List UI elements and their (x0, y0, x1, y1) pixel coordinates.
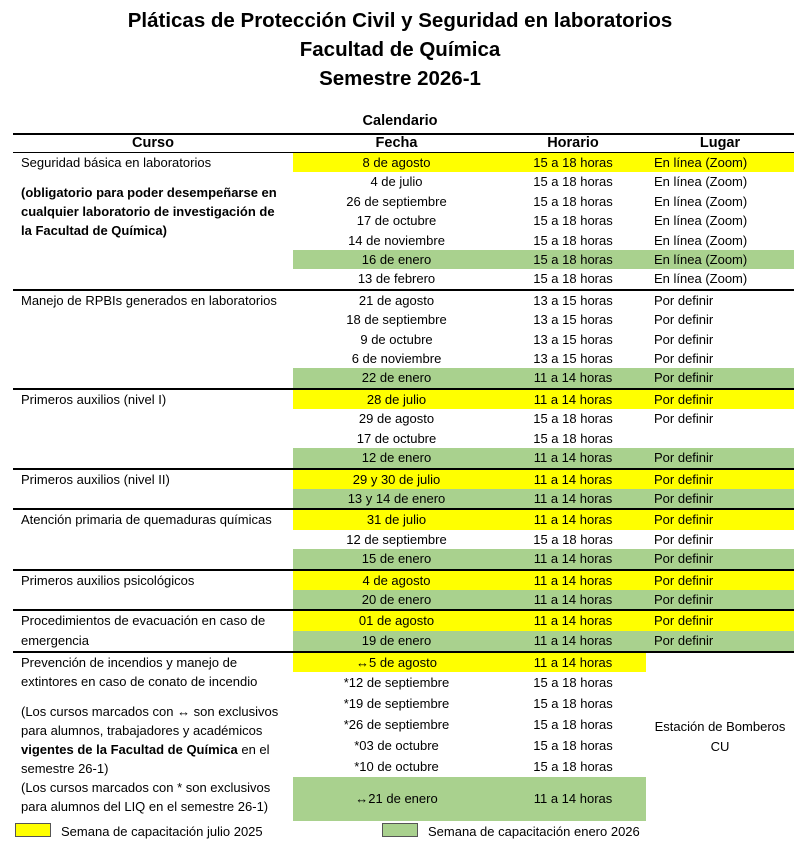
date-cell: *12 de septiembre (343, 674, 450, 690)
time-cell: 15 a 18 horas (533, 193, 613, 209)
course-name: Procedimientos de evacuación en caso de emergencia (21, 613, 266, 648)
date-cell: 29 y 30 de julio (293, 469, 500, 489)
date-cell: ↔5 de agosto (293, 652, 500, 672)
course-name: Primeros auxilios psicológicos (21, 572, 195, 588)
date-cell: 9 de octubre (360, 331, 433, 347)
note-text: (Los cursos marcados con ↔ son exclusivos para alumnos, trabajadores y académicos (21, 703, 279, 738)
course-name: Prevención de incendios y manejo de extintores en caso de conato de incendio (21, 654, 258, 690)
table-row (13, 570, 794, 590)
date-cell: *10 de octubre (354, 758, 439, 774)
date-cell: 6 de noviembre (351, 351, 442, 367)
course-name: Seguridad básica en laboratorios (21, 155, 212, 170)
table-row (13, 389, 794, 409)
time-cell: 11 a 14 horas (500, 509, 646, 529)
legend-swatch-yellow (15, 823, 51, 837)
course-name: Primeros auxilios (nivel I) (21, 391, 167, 407)
page-header (0, 6, 800, 93)
date-cell: 22 de enero (293, 368, 500, 388)
note-text-end: en el semestre 26-1) (21, 741, 270, 776)
date-cell: *26 de septiembre (343, 716, 450, 732)
place-cell: En línea (Zoom) (654, 193, 748, 209)
date-cell: 17 de octubre (356, 213, 437, 229)
course-note: (obligatorio para poder desempeñarse en cualquier laboratorio de investigación de la Facultad de Química) (21, 184, 277, 238)
time-cell: 11 a 14 horas (500, 590, 646, 610)
place-cell: En línea (Zoom) (646, 250, 794, 269)
note-bold-text: vigentes de la Facultad de Química (21, 741, 238, 757)
course-first-aid-1 (13, 389, 293, 469)
place-cell: Por definir (646, 549, 794, 569)
time-cell: 15 a 18 horas (533, 271, 613, 287)
date-cell: 19 de enero (293, 631, 500, 652)
time-cell: 11 a 14 horas (500, 549, 646, 569)
time-cell: 13 a 15 horas (533, 312, 613, 328)
place-cell: Por definir (646, 570, 794, 590)
time-cell: 13 a 15 horas (533, 292, 613, 308)
place-cell: Por definir (646, 489, 794, 509)
time-cell: 13 a 15 horas (533, 331, 613, 347)
legend-july (15, 823, 263, 839)
table-row (13, 153, 794, 173)
legend-july-label: Semana de capacitación julio 2025 (61, 824, 263, 839)
date-cell: 4 de agosto (293, 570, 500, 590)
date-cell: 21 de agosto (358, 292, 435, 308)
time-cell: 15 a 18 horas (533, 531, 613, 547)
time-cell: 15 a 18 horas (533, 430, 613, 446)
date-cell: 14 de noviembre (348, 232, 445, 248)
place-cell: En línea (Zoom) (654, 232, 748, 248)
legend-january (382, 823, 640, 839)
course-name: Manejo de RPBIs generados en laboratorios (21, 292, 277, 308)
date-cell: 17 de octubre (356, 430, 437, 446)
place-cell: En línea (Zoom) (654, 174, 748, 190)
place-cell: Por definir (654, 331, 714, 347)
schedule-table (13, 133, 794, 821)
course-first-aid-2 (13, 469, 293, 510)
time-cell: 15 a 18 horas (533, 411, 613, 427)
time-cell: 15 a 18 horas (533, 213, 613, 229)
course-psychological-first-aid (13, 570, 293, 611)
date-cell: 29 de agosto (358, 411, 435, 427)
time-cell: 11 a 14 horas (500, 469, 646, 489)
time-cell: 11 a 14 horas (500, 489, 646, 509)
date-cell: 8 de agosto (293, 153, 500, 173)
course-basic-safety (13, 153, 293, 290)
place-cell: Por definir (654, 351, 714, 367)
legend-swatch-green (382, 823, 418, 837)
time-cell: 15 a 18 horas (533, 695, 613, 711)
place-cell: Por definir (646, 389, 794, 409)
date-cell: 12 de septiembre (346, 531, 447, 547)
place-cell: Por definir (646, 631, 794, 652)
place-cell: Por definir (646, 368, 794, 388)
time-cell: 15 a 18 horas (500, 250, 646, 269)
course-chemical-burns (13, 509, 293, 569)
time-cell: 11 a 14 horas (500, 570, 646, 590)
table-row (13, 610, 794, 631)
course-note-liq: (Los cursos marcados con * son exclusivos para alumnos del LIQ en el semestre 26-1) (21, 779, 271, 814)
time-cell: 11 a 14 horas (500, 368, 646, 388)
date-cell: ↔21 de enero (293, 777, 500, 821)
place-cell: Por definir (654, 312, 714, 328)
semester-title: Semestre 2026-1 (319, 67, 481, 90)
date-cell: 01 de agosto (293, 610, 500, 631)
time-cell: 11 a 14 horas (500, 631, 646, 652)
table-row (13, 509, 794, 529)
date-cell: 26 de septiembre (346, 193, 447, 209)
time-cell: 11 a 14 horas (500, 777, 646, 821)
table-row (13, 469, 794, 489)
date-cell: 4 de julio (370, 174, 423, 190)
date-cell: 16 de enero (293, 250, 500, 269)
place-cell: En línea (Zoom) (654, 213, 748, 229)
course-note-exclusive (21, 702, 287, 778)
time-cell: 11 a 14 horas (500, 652, 646, 672)
page-title: Pláticas de Protección Civil y Seguridad en laboratorios (127, 9, 673, 32)
date-cell: *19 de septiembre (343, 695, 450, 711)
faculty-title: Facultad de Química (299, 38, 501, 61)
place-cell: Por definir (646, 590, 794, 610)
date-cell: 20 de enero (293, 590, 500, 610)
course-name: Atención primaria de quemaduras químicas (21, 512, 272, 528)
place-cell: Por definir (654, 411, 714, 427)
date-cell: 28 de julio (293, 389, 500, 409)
table-row (13, 290, 794, 310)
place-cell: En línea (Zoom) (654, 271, 748, 287)
calendar-heading: Calendario (362, 113, 438, 129)
time-cell: 15 a 18 horas (533, 232, 613, 248)
time-cell: 11 a 14 horas (500, 389, 646, 409)
place-cell: Por definir (646, 509, 794, 529)
place-cell: Por definir (646, 469, 794, 489)
column-header-time: Horario (547, 135, 599, 151)
table-header-row (13, 134, 794, 153)
date-cell: 13 de febrero (357, 271, 436, 287)
date-cell: 15 de enero (293, 549, 500, 569)
date-cell: 13 y 14 de enero (293, 489, 500, 509)
course-name: Primeros auxilios (nivel II) (21, 471, 170, 487)
place-cell: En línea (Zoom) (646, 153, 794, 173)
time-cell: 13 a 15 horas (533, 351, 613, 367)
time-cell: 15 a 18 horas (500, 153, 646, 173)
course-fire-prevention (13, 652, 293, 821)
place-cell-fire-station: Estación de Bomberos CU (654, 718, 786, 754)
time-cell: 15 a 18 horas (533, 174, 613, 190)
time-cell: 15 a 18 horas (533, 737, 613, 753)
column-header-course: Curso (132, 135, 174, 151)
table-row (13, 652, 794, 672)
date-cell: 18 de septiembre (346, 312, 447, 328)
place-cell (646, 429, 794, 448)
date-cell: 31 de julio (293, 509, 500, 529)
time-cell: 11 a 14 horas (500, 448, 646, 468)
legend-january-label: Semana de capacitación enero 2026 (428, 824, 640, 839)
date-cell: 12 de enero (293, 448, 500, 468)
place-cell: Por definir (646, 610, 794, 631)
course-rpbi (13, 290, 293, 389)
place-cell: Por definir (654, 531, 714, 547)
date-cell: *03 de octubre (354, 737, 439, 753)
time-cell: 11 a 14 horas (500, 610, 646, 631)
time-cell: 15 a 18 horas (533, 674, 613, 690)
column-header-date: Fecha (375, 135, 418, 151)
time-cell: 15 a 18 horas (533, 716, 613, 732)
course-evacuation (13, 610, 293, 651)
place-cell: Por definir (654, 292, 714, 308)
column-header-place: Lugar (699, 135, 741, 151)
time-cell: 15 a 18 horas (533, 758, 613, 774)
place-cell: Por definir (646, 448, 794, 468)
